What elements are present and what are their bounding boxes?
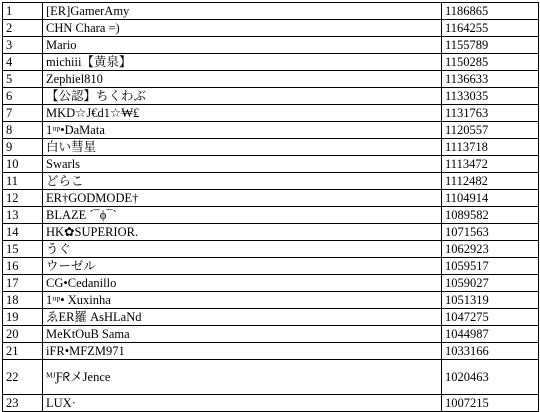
table-row <box>3 190 539 207</box>
rank-cell: 9 <box>3 139 43 156</box>
score-cell: 1071563 <box>442 224 539 241</box>
score-cell: 1044987 <box>442 326 539 343</box>
table-row <box>3 395 539 412</box>
table-row <box>3 105 539 122</box>
leaderboard-table <box>2 2 539 412</box>
rank-cell: 6 <box>3 88 43 105</box>
player-name-cell: [ER]GamerAmy <box>43 3 442 20</box>
score-cell: 1059517 <box>442 258 539 275</box>
score-cell: 1131763 <box>442 105 539 122</box>
score-cell: 1051319 <box>442 292 539 309</box>
rank-cell: 16 <box>3 258 43 275</box>
score-cell: 1133035 <box>442 88 539 105</box>
player-name-cell: Swarls <box>43 156 442 173</box>
rank-cell: 22 <box>3 360 43 395</box>
player-name-cell: michiii【黄泉】 <box>43 54 442 71</box>
player-name-cell: どらこ <box>43 173 442 190</box>
score-cell: 1059027 <box>442 275 539 292</box>
player-name-cell: 白い彗星 <box>43 139 442 156</box>
score-cell: 1120557 <box>442 122 539 139</box>
leaderboard-body <box>3 3 539 412</box>
table-row <box>3 241 539 258</box>
rank-cell: 8 <box>3 122 43 139</box>
table-row <box>3 156 539 173</box>
score-cell: 1104914 <box>442 190 539 207</box>
score-cell: 1113472 <box>442 156 539 173</box>
score-cell: 1007215 <box>442 395 539 412</box>
table-row <box>3 139 539 156</box>
score-cell: 1155789 <box>442 37 539 54</box>
player-name-cell: LUX· <box>43 395 442 412</box>
table-row <box>3 173 539 190</box>
score-cell: 1150285 <box>442 54 539 71</box>
table-row <box>3 275 539 292</box>
leaderboard <box>2 2 538 412</box>
player-name-cell: CG•Cedanillo <box>43 275 442 292</box>
player-name-cell: ゑER羅 AsHLaNd <box>43 309 442 326</box>
score-cell: 1062923 <box>442 241 539 258</box>
rank-cell: 4 <box>3 54 43 71</box>
table-row <box>3 122 539 139</box>
rank-cell: 11 <box>3 173 43 190</box>
player-name-cell: 【公認】ちくわぶ <box>43 88 442 105</box>
table-row <box>3 326 539 343</box>
rank-cell: 18 <box>3 292 43 309</box>
rank-cell: 13 <box>3 207 43 224</box>
player-name-cell: CHN Chara =) <box>43 20 442 37</box>
table-row <box>3 54 539 71</box>
score-cell: 1113718 <box>442 139 539 156</box>
player-name-cell: ᴹᴶƑᖇメJence <box>43 360 442 395</box>
player-name-cell: ウーゼル <box>43 258 442 275</box>
rank-cell: 21 <box>3 343 43 360</box>
score-cell: 1089582 <box>442 207 539 224</box>
player-name-cell: MKD☆J€d1☆₩₤ <box>43 105 442 122</box>
score-cell: 1020463 <box>442 360 539 395</box>
table-row <box>3 37 539 54</box>
rank-cell: 19 <box>3 309 43 326</box>
rank-cell: 23 <box>3 395 43 412</box>
rank-cell: 5 <box>3 71 43 88</box>
player-name-cell: ER†GODMODE† <box>43 190 442 207</box>
rank-cell: 12 <box>3 190 43 207</box>
table-row <box>3 3 539 20</box>
player-name-cell: 1ᵘᵖ•DaMata <box>43 122 442 139</box>
player-name-cell: BLAZE ˊ¯ϕ¯ˋ <box>43 207 442 224</box>
table-row <box>3 207 539 224</box>
table-row <box>3 258 539 275</box>
rank-cell: 17 <box>3 275 43 292</box>
table-row <box>3 71 539 88</box>
table-row <box>3 360 539 395</box>
rank-cell: 1 <box>3 3 43 20</box>
table-row <box>3 20 539 37</box>
table-row <box>3 292 539 309</box>
rank-cell: 20 <box>3 326 43 343</box>
rank-cell: 15 <box>3 241 43 258</box>
score-cell: 1047275 <box>442 309 539 326</box>
table-row <box>3 309 539 326</box>
player-name-cell: MeKtOuB Sama <box>43 326 442 343</box>
rank-cell: 2 <box>3 20 43 37</box>
player-name-cell: iFR•MFZM971 <box>43 343 442 360</box>
rank-cell: 14 <box>3 224 43 241</box>
player-name-cell: うぐ <box>43 241 442 258</box>
score-cell: 1186865 <box>442 3 539 20</box>
player-name-cell: HK✿SUPERIOR. <box>43 224 442 241</box>
player-name-cell: Zephiel810 <box>43 71 442 88</box>
rank-cell: 7 <box>3 105 43 122</box>
rank-cell: 3 <box>3 37 43 54</box>
score-cell: 1033166 <box>442 343 539 360</box>
table-row <box>3 343 539 360</box>
player-name-cell: Mario <box>43 37 442 54</box>
score-cell: 1136633 <box>442 71 539 88</box>
table-row <box>3 224 539 241</box>
player-name-cell: 1ᵘᵖ• Xuxinha <box>43 292 442 309</box>
rank-cell: 10 <box>3 156 43 173</box>
score-cell: 1164255 <box>442 20 539 37</box>
table-row <box>3 88 539 105</box>
score-cell: 1112482 <box>442 173 539 190</box>
